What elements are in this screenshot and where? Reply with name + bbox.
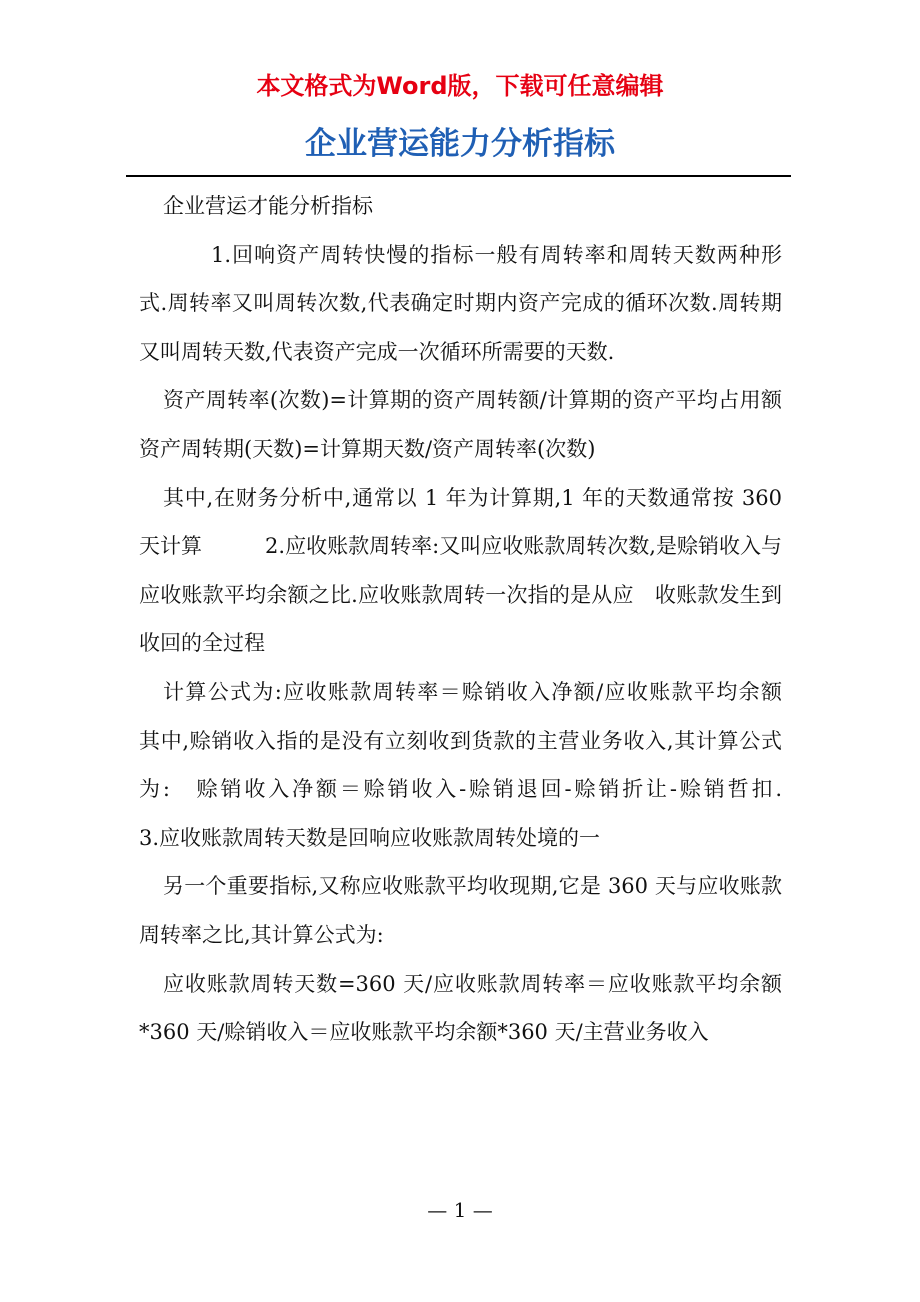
- paragraph-subtitle: 企业营运才能分析指标: [163, 194, 373, 218]
- page-number: — 1 —: [427, 1198, 493, 1222]
- paragraph-receivable-turnover: 其中,在财务分析中,通常以 1 年为计算期,1 年的天数通常按 360 天计算 2.应收账款周转率:又叫应收账款周转次数,是赊销收入与应收账款平均余额之比.应收账款周转一次指的是从应 收账款发生到收回的全过程: [139, 485, 782, 656]
- document-body: [139, 182, 845, 1057]
- format-notice: 本文格式为Word版，下载可任意编辑: [256, 72, 664, 100]
- paragraph-asset-turnover-formula: 资产周转率(次数)=计算期的资产周转额/计算期的资产平均占用额 资产周转期(天数)=计算期天数/资产周转率(次数): [139, 388, 803, 461]
- paragraph-collection-period: 另一个重要指标,又称应收账款平均收现期,它是 360 天与应收账款周转率之比,其计算公式为:: [139, 874, 782, 947]
- paragraph-receivable-formula: 计算公式为:应收账款周转率＝赊销收入净额/应收账款平均余额 其中,赊销收入指的是没有立刻收到货款的主营业务收入,其计算公式为: 赊销收入净额＝赊销收入-赊销退回-赊销折让-赊销哲扣. 3.应收账款周转天数是回响应收账款周转处境的一: [139, 679, 845, 850]
- paragraph-collection-formula: 应收账款周转天数=360 天/应收账款周转率＝应收账款平均余额*360 天/赊销收入＝应收账款平均余额*360 天/主营业务收入: [139, 971, 782, 1045]
- paragraph-turnover-intro: 1.回响资产周转快慢的指标一般有周转率和周转天数两种形式.周转率又叫周转次数,代表确定时期内资产完成的循环次数.周转期又叫周转天数,代表资产完成一次循环所需要的天数.: [139, 242, 782, 364]
- document-title: 企业营运能力分析指标: [305, 126, 615, 162]
- title-divider: [126, 175, 791, 177]
